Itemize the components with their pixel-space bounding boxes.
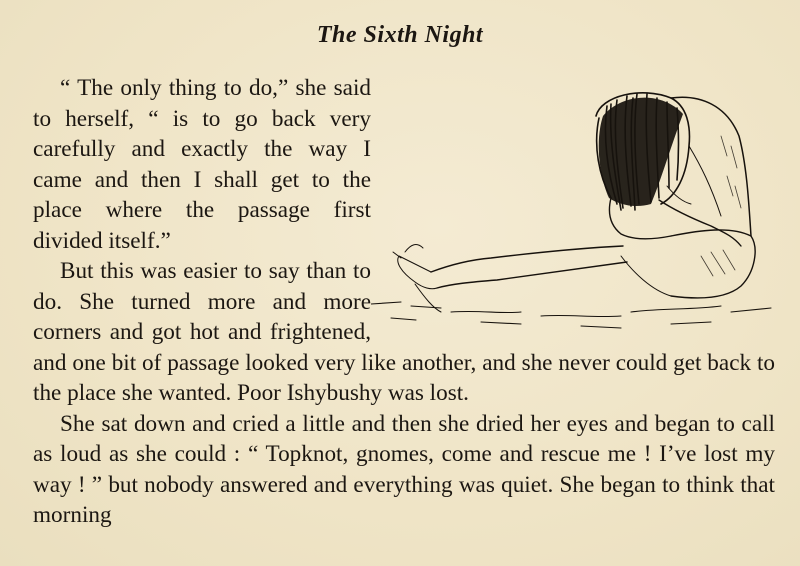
crying-girl-illustration-icon: [371, 76, 793, 338]
paragraph-2: But this was easier to say than to do. She turned more and more corners and got hot and frightened, and one bit of passage looked very like another, and she never could get back to the place she wanted. Poor Ishybushy was lost.: [33, 258, 775, 406]
body-text: [33, 73, 775, 531]
running-head: The Sixth Night: [316, 22, 484, 48]
paragraph-1: “ The only thing to do,” she said to herself, “ is to go back very carefully and exactly the way I came and then I shall get to the place where the passage first divided itself.”: [33, 75, 371, 254]
paragraph-3: She sat down and cried a little and then she dried her eyes and began to call as loud as she could : “ Topknot, gnomes, come and rescue me ! I’ve lost my way ! ” but nobody answered and everything was quiet. She began to think that morning: [33, 410, 775, 528]
